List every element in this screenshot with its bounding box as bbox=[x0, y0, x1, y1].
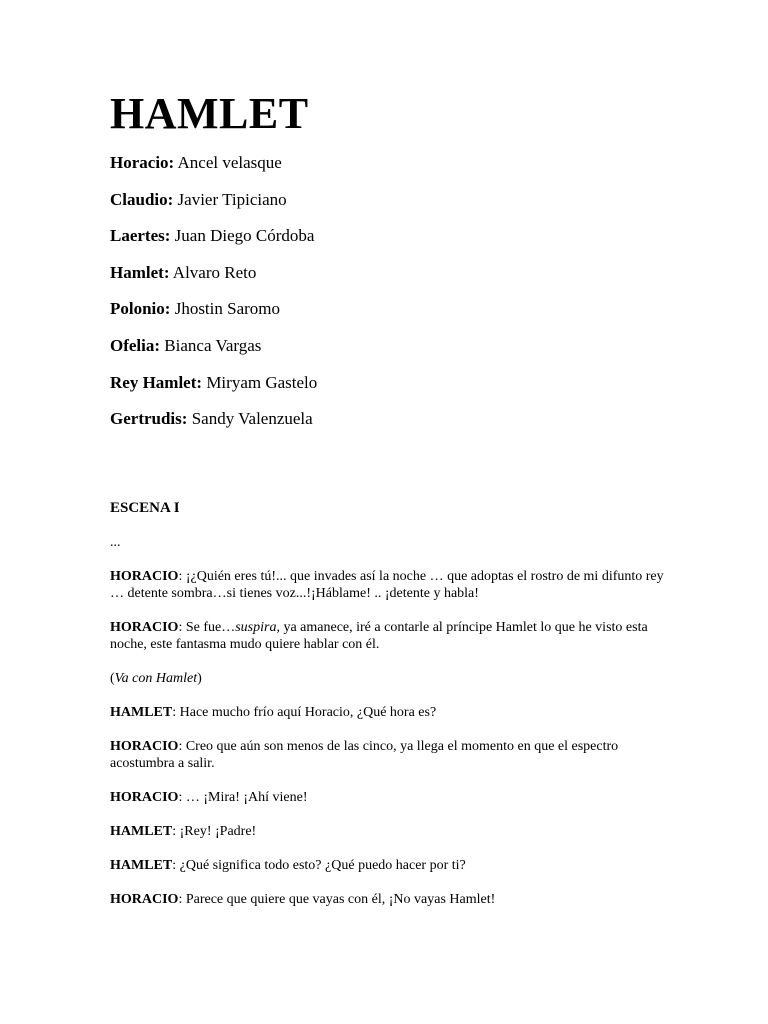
cast-list bbox=[110, 152, 317, 445]
dialogue-text: : ¡Rey! ¡Padre! bbox=[172, 824, 257, 839]
cast-item bbox=[110, 335, 317, 372]
dialogue-line bbox=[110, 891, 670, 908]
speaker-name: HORACIO bbox=[110, 790, 179, 805]
stage-direction-inline: suspira bbox=[235, 620, 277, 635]
cast-item bbox=[110, 372, 317, 409]
cast-role: Rey Hamlet: bbox=[110, 372, 203, 392]
dialogue-line bbox=[110, 789, 670, 806]
dialogue-text: : ¿Qué significa todo esto? ¿Qué puedo hacer por ti? bbox=[172, 858, 466, 873]
dialogue-text: : ¡¿Quién eres tú!... que invades así la noche … que adoptas el rostro de mi difunto rey … detente sombra…si tienes voz...!¡Háblame! .. ¡detente y habla! bbox=[110, 569, 664, 601]
cast-role: Claudio: bbox=[110, 189, 174, 209]
dialogue-line bbox=[110, 568, 670, 602]
cast-role: Hamlet: bbox=[110, 262, 170, 282]
scene-ellipsis: ... bbox=[110, 535, 121, 550]
cast-actor: Bianca Vargas bbox=[160, 335, 262, 355]
cast-role: Laertes: bbox=[110, 226, 171, 246]
cast-actor: Juan Diego Córdoba bbox=[170, 226, 315, 246]
dialogue-line bbox=[110, 857, 670, 874]
cast-role: Polonio: bbox=[110, 299, 171, 319]
speaker-name: HAMLET bbox=[110, 705, 173, 720]
script-body bbox=[110, 498, 670, 925]
dialogue-line bbox=[110, 619, 670, 653]
dialogue-text: : Hace mucho frío aquí Horacio, ¿Qué hora es? bbox=[172, 705, 437, 720]
cast-item bbox=[110, 152, 317, 189]
stage-direction bbox=[110, 670, 670, 687]
scene-heading: ESCENA I bbox=[110, 500, 180, 516]
dialogue-line bbox=[110, 823, 670, 840]
cast-item bbox=[110, 298, 317, 335]
dialogue-text: : Creo que aún son menos de las cinco, ya llega el momento en que el espectro acostumbra a salir. bbox=[110, 739, 619, 771]
cast-actor: Sandy Valenzuela bbox=[187, 409, 313, 429]
speaker-name: HAMLET bbox=[110, 858, 173, 873]
cast-item bbox=[110, 262, 317, 299]
stage-direction-text: Va con Hamlet bbox=[114, 671, 198, 686]
cast-actor: Jhostin Saromo bbox=[170, 299, 281, 319]
cast-actor: Ancel velasque bbox=[174, 153, 282, 172]
dialogue-line bbox=[110, 704, 670, 721]
cast-actor: Javier Tipiciano bbox=[173, 189, 287, 209]
document-title: HAMLET bbox=[110, 89, 309, 138]
cast-actor: Miryam Gastelo bbox=[202, 372, 318, 392]
cast-item bbox=[110, 225, 317, 262]
dialogue-text: : Se fue… bbox=[178, 620, 236, 635]
cast-actor: Alvaro Reto bbox=[169, 262, 257, 282]
dialogue-text: : Parece que quiere que vayas con él, ¡No vayas Hamlet! bbox=[178, 892, 496, 907]
cast-role: Gertrudis: bbox=[110, 409, 188, 429]
speaker-name: HORACIO bbox=[110, 620, 179, 635]
dialogue-line bbox=[110, 738, 670, 772]
speaker-name: HORACIO bbox=[110, 739, 179, 754]
cast-item bbox=[110, 189, 317, 226]
speaker-name: HORACIO bbox=[110, 892, 179, 907]
speaker-name: HORACIO bbox=[110, 569, 179, 584]
speaker-name: HAMLET bbox=[110, 824, 173, 839]
paren-close: ) bbox=[197, 671, 202, 686]
cast-role: Ofelia: bbox=[110, 335, 161, 355]
cast-item bbox=[110, 408, 317, 445]
dialogue-text: : … ¡Mira! ¡Ahí viene! bbox=[178, 790, 308, 805]
cast-role: Horacio: bbox=[110, 153, 175, 172]
paren-open: ( bbox=[110, 671, 115, 686]
dialogue-text: , ya amanece, iré a contarle al príncipe Hamlet lo que he visto esta noche, este fantasma mudo quiere hablar con él. bbox=[110, 620, 648, 652]
